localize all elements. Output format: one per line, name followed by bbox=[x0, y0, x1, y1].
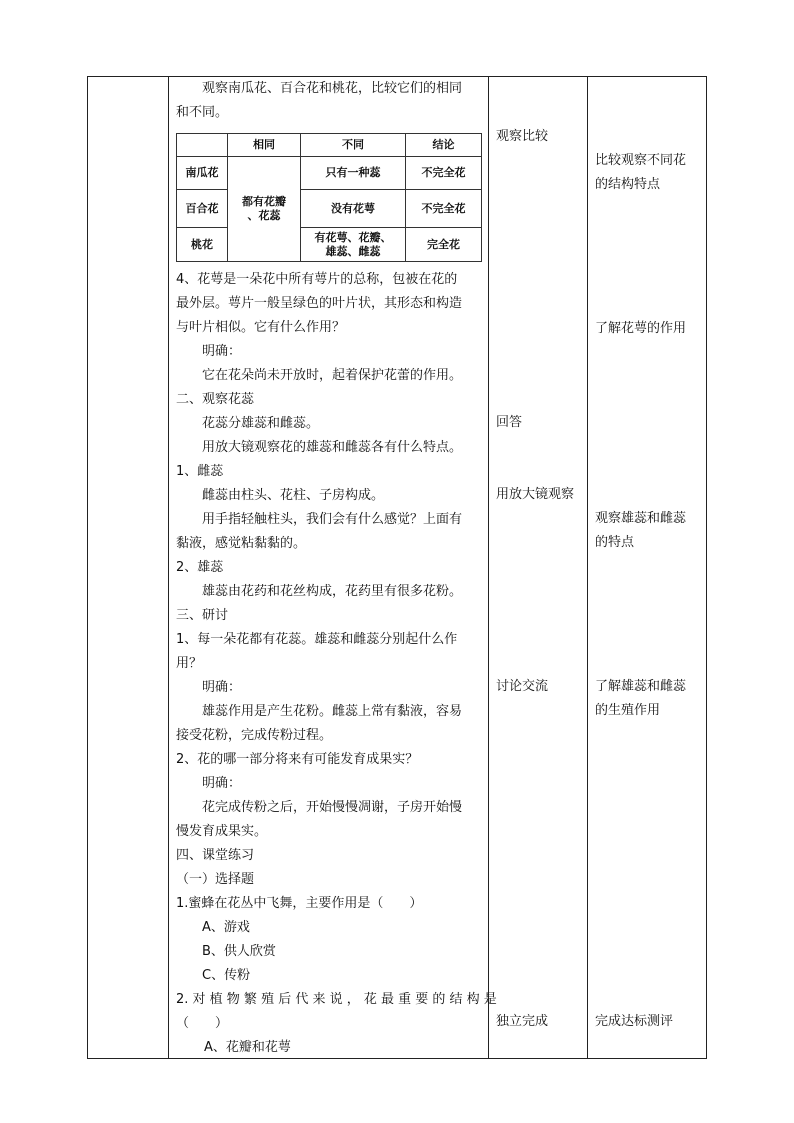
diff-cell: 没有花萼 bbox=[301, 190, 406, 228]
text-line: 接受花粉，完成传粉过程。 bbox=[176, 728, 333, 743]
goal-sepal-function: 了解花萼的作用 bbox=[595, 321, 687, 336]
intro-line: 和不同。 bbox=[176, 105, 229, 120]
activity-independent: 独立完成 bbox=[496, 1014, 549, 1029]
flower-name: 桃花 bbox=[177, 228, 228, 262]
text-line: 用？ bbox=[176, 656, 203, 671]
text-line: 2、花的哪一部分将来有可能发育成果实？ bbox=[176, 752, 419, 767]
intro-line: 观察南瓜花、百合花和桃花，比较它们的相同 bbox=[202, 81, 463, 96]
text-line: 雄蕊作用是产生花粉。雌蕊上常有黏液，容易 bbox=[202, 704, 463, 719]
subheading: 2、雄蕊 bbox=[176, 560, 224, 575]
column-divider bbox=[488, 77, 489, 1058]
text-line: 最外层。萼片一般呈绿色的叶片状，其形态和构造 bbox=[176, 296, 463, 311]
diff-line: 雄蕊、雌蕊 bbox=[325, 244, 381, 258]
same-cell bbox=[228, 157, 301, 262]
text-line: 慢发育成果实。 bbox=[176, 824, 268, 839]
teaching-content bbox=[170, 77, 497, 1058]
option-line: A、游戏 bbox=[202, 920, 250, 935]
text-line: 花完成传粉之后，开始慢慢凋谢，子房开始慢 bbox=[202, 800, 463, 815]
goal-assessment: 完成达标测评 bbox=[595, 1014, 674, 1029]
question-line: 1.蜜蜂在花丛中飞舞，主要作用是（ ） bbox=[176, 896, 423, 911]
text-line: 明确： bbox=[202, 680, 242, 695]
diff-line: 有花萼、花瓣、 bbox=[314, 230, 392, 244]
table-header: 相同 bbox=[228, 134, 301, 157]
subheading: 1、雌蕊 bbox=[176, 464, 224, 479]
activity-magnifier: 用放大镜观察 bbox=[496, 487, 575, 502]
goal-reproduction bbox=[595, 675, 686, 723]
section-heading: 三、研讨 bbox=[176, 608, 229, 623]
flower-name: 百合花 bbox=[177, 190, 228, 228]
flower-compare-table bbox=[176, 133, 482, 262]
text-line: 明确： bbox=[202, 344, 242, 359]
goal-line: 比较观察不同花 bbox=[595, 153, 687, 168]
text-line: 1、每一朵花都有花蕊。雄蕊和雌蕊分别起什么作 bbox=[176, 632, 458, 647]
diff-cell: 只有一种蕊 bbox=[301, 157, 406, 190]
conclusion-cell: 不完全花 bbox=[406, 157, 482, 190]
goal-line: 了解雄蕊和雌蕊 bbox=[595, 679, 687, 694]
text-line: 4、花萼是一朵花中所有萼片的总称，包被在花的 bbox=[176, 272, 458, 287]
activity-answer: 回答 bbox=[496, 415, 523, 430]
activity-discuss: 讨论交流 bbox=[496, 679, 549, 694]
lesson-table bbox=[87, 76, 707, 1059]
text-line: 它在花朵尚未开放时，起着保护花蕾的作用。 bbox=[202, 368, 463, 383]
same-line: 都有花瓣 bbox=[242, 195, 286, 208]
text-line: 用放大镜观察花的雄蕊和雌蕊各有什么特点。 bbox=[202, 440, 463, 455]
text-line: 雌蕊由柱头、花柱、子房构成。 bbox=[202, 488, 385, 503]
goal-observe-stamen-pistil bbox=[595, 507, 686, 555]
section-heading: 二、观察花蕊 bbox=[176, 392, 255, 407]
goal-line: 的生殖作用 bbox=[595, 703, 661, 718]
text-line: 用手指轻触柱头，我们会有什么感觉？上面有 bbox=[202, 512, 463, 527]
same-line: 、花蕊 bbox=[247, 209, 281, 222]
goal-line: 的结构特点 bbox=[595, 177, 661, 192]
column-divider bbox=[587, 77, 588, 1058]
activity-observe-compare: 观察比较 bbox=[496, 129, 549, 144]
option-line: B、供人欣赏 bbox=[202, 944, 276, 959]
diff-cell bbox=[301, 228, 406, 262]
goal-line: 观察雄蕊和雌蕊 bbox=[595, 511, 687, 526]
option-line: A、花瓣和花萼 bbox=[204, 1040, 291, 1055]
text-line: 黏液，感觉粘黏黏的。 bbox=[176, 536, 307, 551]
table-header: 结论 bbox=[406, 134, 482, 157]
column-divider bbox=[168, 77, 169, 1058]
text-line: 花蕊分雄蕊和雌蕊。 bbox=[202, 416, 320, 431]
question-line: 2. 对 植 物 繁 殖 后 代 来 说 ， 花 最 重 要 的 结 构 是 bbox=[176, 992, 497, 1007]
text-line: 与叶片相似。它有什么作用？ bbox=[176, 320, 346, 335]
table-header: 不同 bbox=[301, 134, 406, 157]
text-line: 明确： bbox=[202, 776, 242, 791]
section-heading: 四、课堂练习 bbox=[176, 848, 255, 863]
option-line: C、传粉 bbox=[202, 968, 251, 983]
goal-compare-structure bbox=[595, 149, 686, 197]
table-header bbox=[177, 134, 228, 157]
conclusion-cell: 不完全花 bbox=[406, 190, 482, 228]
text-line: （ ） bbox=[176, 1016, 229, 1031]
flower-name: 南瓜花 bbox=[177, 157, 228, 190]
text-line: 雄蕊由花药和花丝构成，花药里有很多花粉。 bbox=[202, 584, 463, 599]
conclusion-cell: 完全花 bbox=[406, 228, 482, 262]
goal-line: 的特点 bbox=[595, 535, 635, 550]
text-line: （一）选择题 bbox=[176, 872, 255, 887]
